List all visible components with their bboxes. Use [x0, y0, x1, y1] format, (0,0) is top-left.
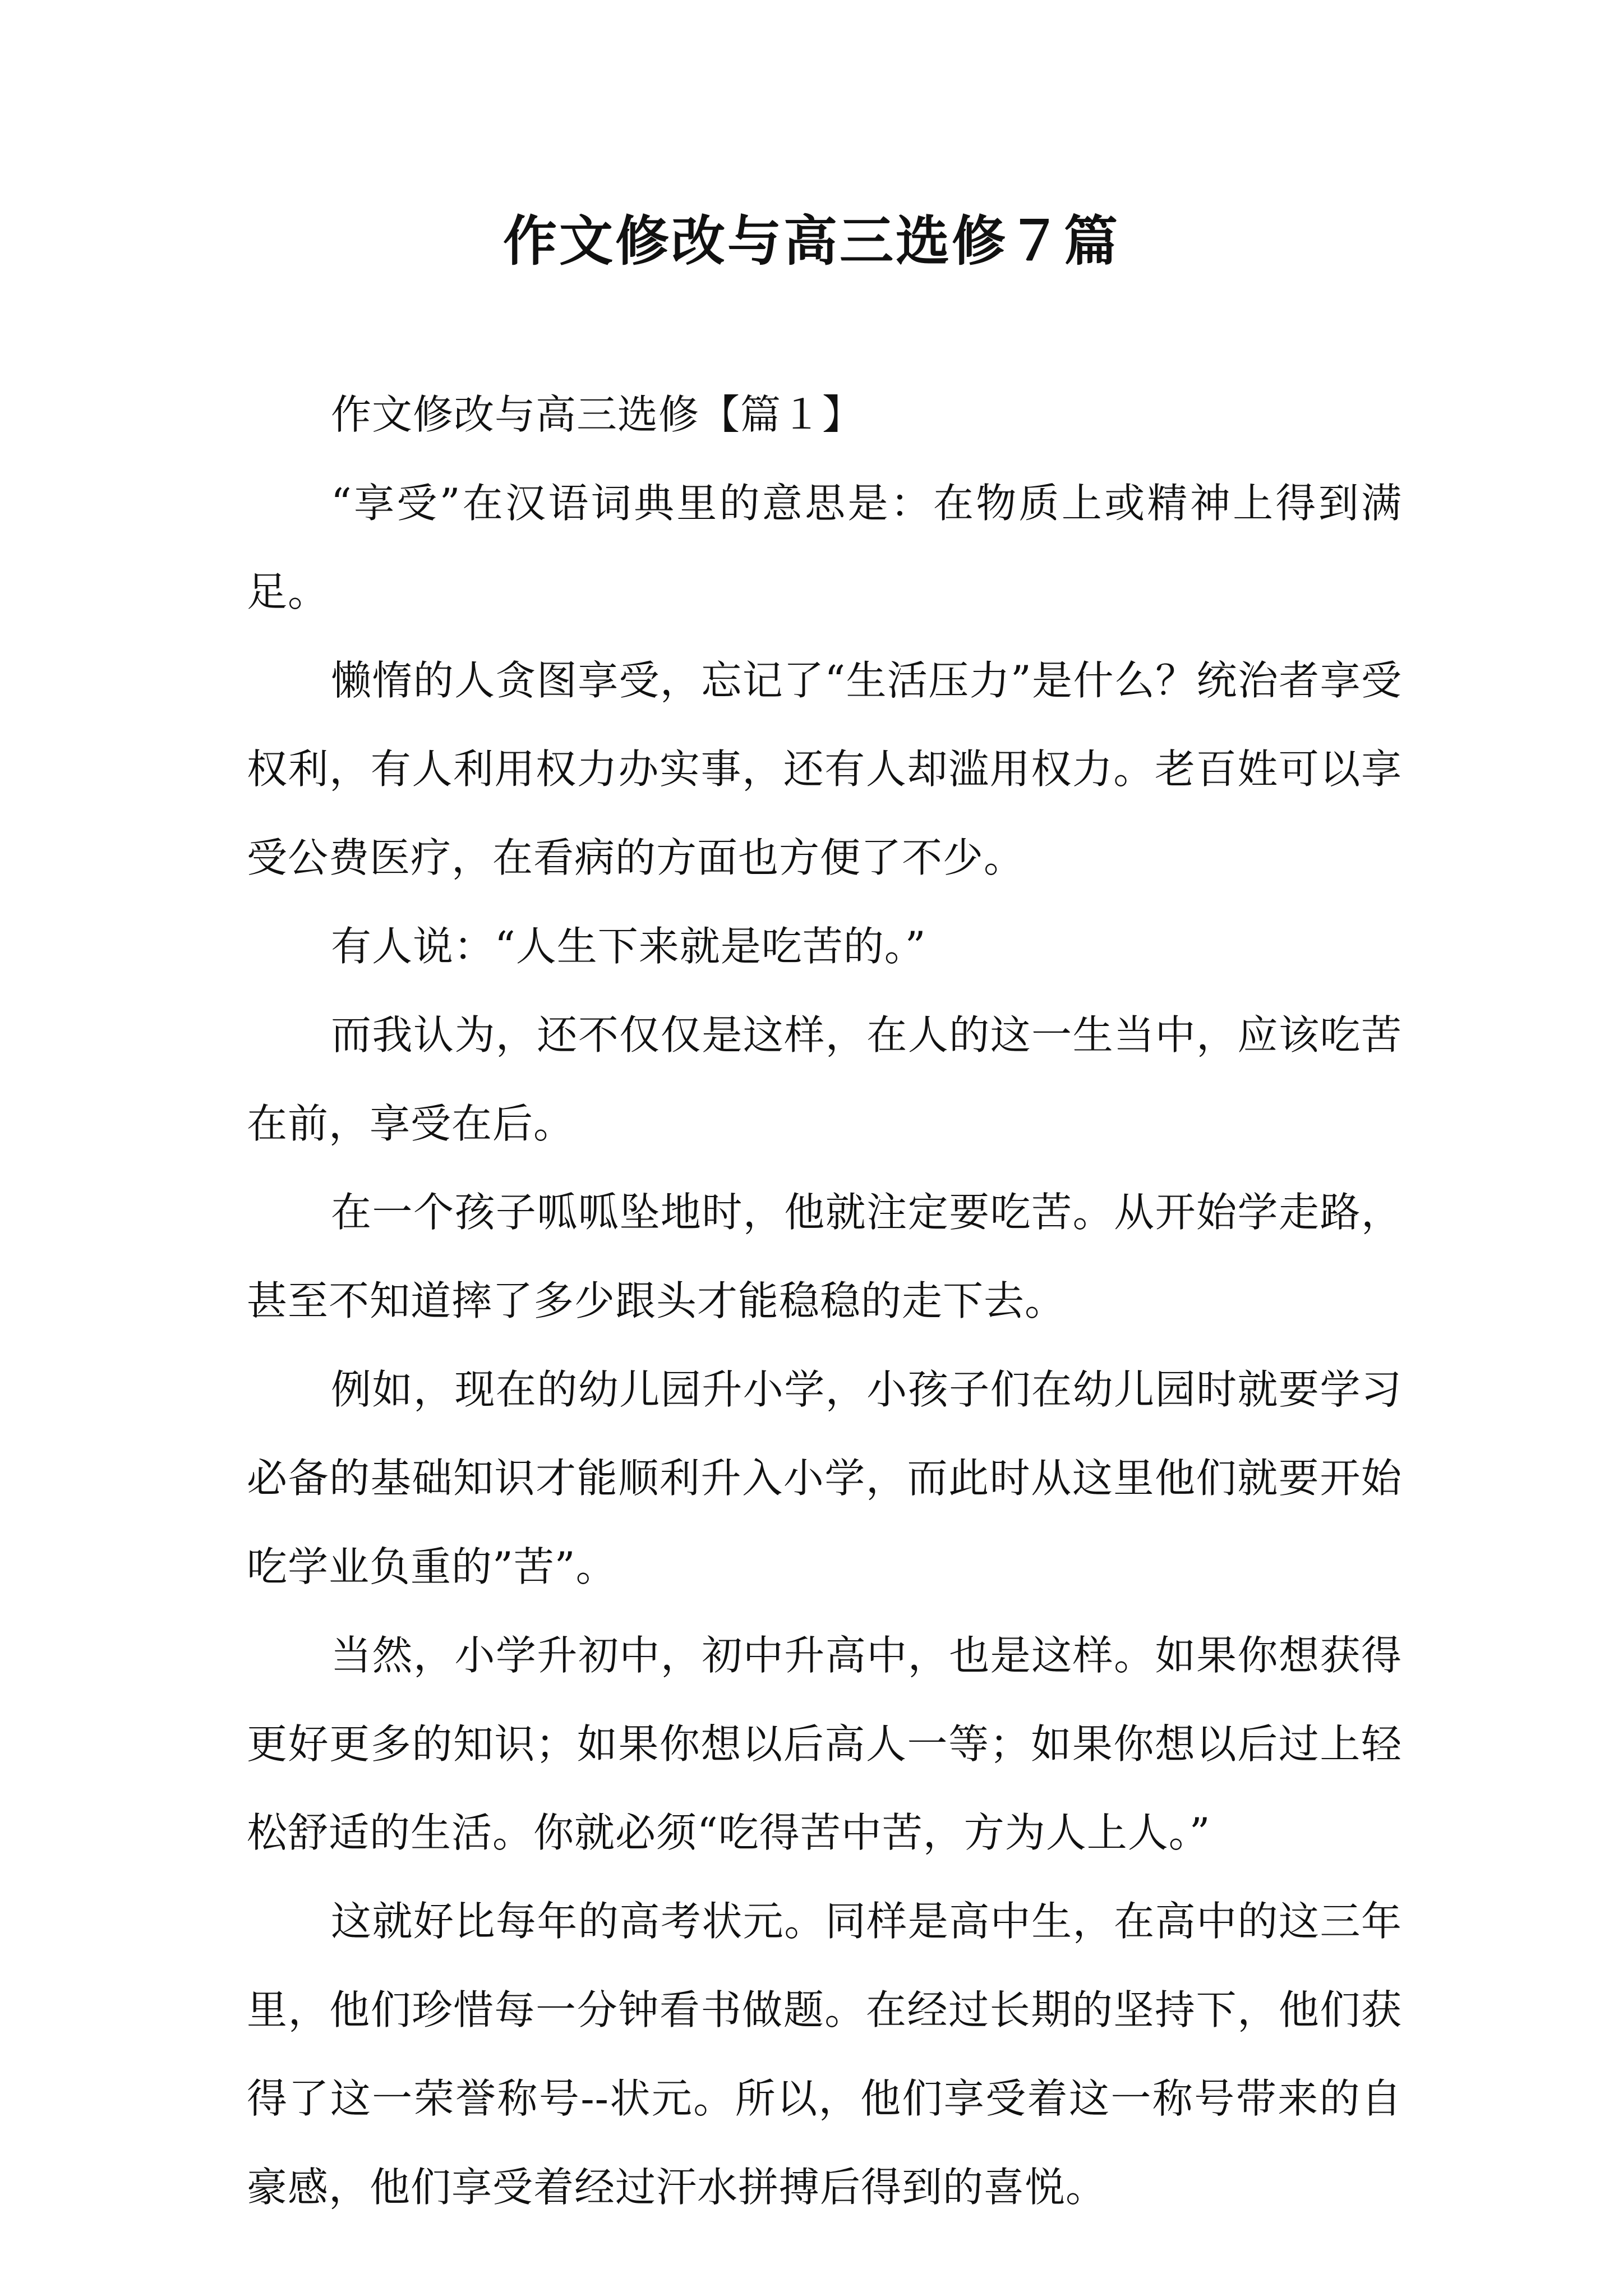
body-paragraph: 这就好比每年的高考状元。同样是高中生，在高中的这三年里，他们珍惜每一分钟看书做题。在经过长期的坚持下，他们获得了这一荣誉称号--状元。所以，他们享受着这一称号带来的自豪感，他们享受着经过汗水拼搏后得到的喜悦。 [247, 1898, 1402, 2211]
document-title: 作文修改与高三选修７篇 [503, 209, 1120, 273]
body-paragraph: 懒惰的人贪图享受，忘记了“生活压力”是什么？统治者享受权利，有人利用权力办实事，还有人却滥用权力。老百姓可以享受公费医疗，在看病的方面也方便了不少。 [247, 657, 1402, 881]
body-paragraph: 有人说：“人生下来就是吃苦的。” [331, 923, 926, 970]
body-paragraph: 在一个孩子呱呱坠地时，他就注定要吃苦。从开始学走路，甚至不知道摔了多少跟头才能稳稳的走下去。 [247, 1189, 1402, 1324]
body-paragraph: 而我认为，还不仅仅是这样，在人的这一生当中，应该吃苦在前，享受在后。 [247, 1011, 1402, 1147]
section-heading: 作文修改与高三选修【篇１】 [331, 391, 864, 438]
document-body [247, 370, 1402, 2231]
body-paragraph: 当然，小学升初中，初中升高中，也是这样。如果你想获得更好更多的知识；如果你想以后高人一等；如果你想以后过上轻松舒适的生活。你就必须“吃得苦中苦，方为人上人。” [247, 1632, 1402, 1856]
body-paragraph: “享受”在汉语词典里的意思是：在物质上或精神上得到满足。 [247, 480, 1402, 615]
body-paragraph: 例如，现在的幼儿园升小学，小孩子们在幼儿园时就要学习必备的基础知识才能顺利升入小学，而此时从这里他们就要开始吃学业负重的”苦”。 [247, 1366, 1402, 1590]
